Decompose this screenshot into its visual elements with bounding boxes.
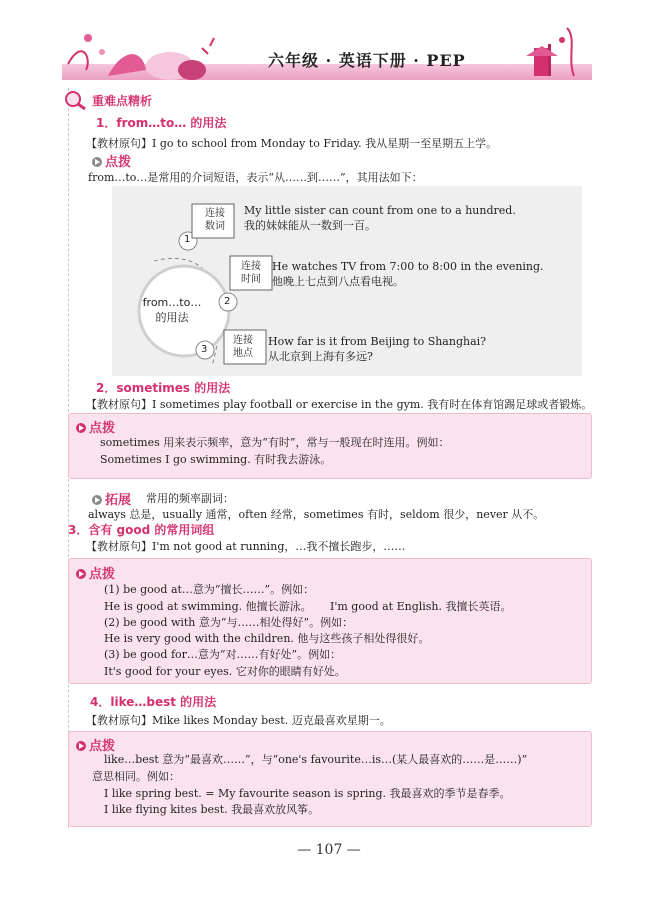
item2-ext-intro: 常用的频率副词： [146,492,234,505]
item4-title: 4．like…best 的用法 [90,695,217,709]
tag-2a: 连接 [241,261,261,272]
branch-number-2: 2 [224,296,231,307]
branch-number-1: 1 [184,234,191,245]
tip-label: 点拨 [105,155,132,170]
branch-tag-3 [226,334,260,360]
branch-tag-1 [198,207,232,233]
branch-tag-2 [234,260,268,286]
item2-tip-line-1: sometimes 用来表示频率，意为“有时”，常与一般现在时连用。例如： [100,436,450,449]
item3-title: 3．含有 good 的常用词组 [68,523,215,537]
item2-tip-label [76,417,115,436]
item1-tip-label [92,151,131,170]
section-heading: 重难点精析 [92,94,153,108]
item3-source: 【教材原句】I'm not good at running，…我不擅长跑步，…… [86,540,406,553]
item2-ext-text: always 总是，usually 通常，often 经常，sometimes 有时，seldom 很少，never 从不。 [88,508,545,521]
ext-label: 拓展 [105,493,132,508]
item3-tip-line-3: I'm good at English. 我擅长英语。 [330,600,512,613]
item2-source: 【教材原句】I sometimes play football or exercise in the gym. 我有时在体育馆踢足球或者锻炼。 [86,398,593,411]
item1-title: 1．from…to… 的用法 [96,116,227,130]
branch-zh-2: 他晚上七点到八点看电视。 [272,275,404,288]
item4-source: 【教材原句】Mike likes Monday best. 迈克最喜欢星期一。 [86,714,391,727]
tag-3a: 连接 [233,335,253,346]
magnifier-icon [64,90,88,114]
play-bullet-icon [92,157,102,167]
item3-tip-line-6: (3) be good for…意为“对……有好处”。例如： [104,648,342,661]
tip-label: 点拨 [89,567,116,582]
play-bullet-icon [76,741,86,751]
item4-tip-line-3: I like spring best. = My favourite season is spring. 我最喜欢的季节是春季。 [104,787,511,800]
item3-tip-line-1: (1) be good at…意为“擅长……”。例如： [104,583,315,596]
item1-source: 【教材原句】I go to school from Monday to Friday. 我从星期一至星期五上学。 [86,137,498,150]
header-title: 六年级 · 英语下册 · PEP [268,51,466,70]
play-bullet-icon [76,569,86,579]
tag-3b: 地点 [233,348,253,359]
tag-1a: 连接 [205,208,225,219]
tip-label: 点拨 [89,739,116,754]
branch-zh-3: 从北京到上海有多远? [268,350,373,363]
tag-2b: 时间 [241,274,261,285]
play-bullet-icon [92,495,102,505]
branch-en-2: He watches TV from 7:00 to 8:00 in the evening. [272,260,544,273]
item4-tip-line-1: like…best 意为“最喜欢……”，与“one's favourite…is…(某人最喜欢的……是……)” [104,753,528,766]
center-line-2: 的用法 [155,311,189,324]
item3-tip-label [76,563,115,582]
item3-tip-line-4: (2) be good with 意为“与……相处得好”。例如： [104,616,354,629]
item4-tip-line-4: I like flying kites best. 我最喜欢放风筝。 [104,803,320,816]
branch-en-1: My little sister can count from one to a hundred. [244,204,516,217]
branch-zh-1: 我的妹妹能从一数到一百。 [244,219,376,232]
diagram-center [132,295,212,325]
play-bullet-icon [76,423,86,433]
center-line-1: from…to… [142,296,202,309]
item2-title: 2．sometimes 的用法 [96,381,231,395]
item4-tip-line-2: 意思相同。例如： [92,770,180,783]
item1-tip-text: from…to…是常用的介词短语，表示“从……到……”，其用法如下： [88,171,423,184]
tip-label: 点拨 [89,421,116,436]
item3-tip-line-5: He is very good with the children. 他与这些孩子相处得很好。 [104,632,430,645]
item3-tip-line-7: It's good for your eyes. 它对你的眼睛有好处。 [104,665,346,678]
branch-en-3: How far is it from Beijing to Shanghai? [268,335,487,348]
item3-tip-line-2: He is good at swimming. 他擅长游泳。 [104,600,312,613]
page-number: — 107 — [297,842,361,858]
tag-1b: 数词 [205,221,225,232]
branch-number-3: 3 [201,344,208,355]
item2-tip-line-2: Sometimes I go swimming. 有时我去游泳。 [100,453,332,466]
item2-ext-label [92,489,131,508]
